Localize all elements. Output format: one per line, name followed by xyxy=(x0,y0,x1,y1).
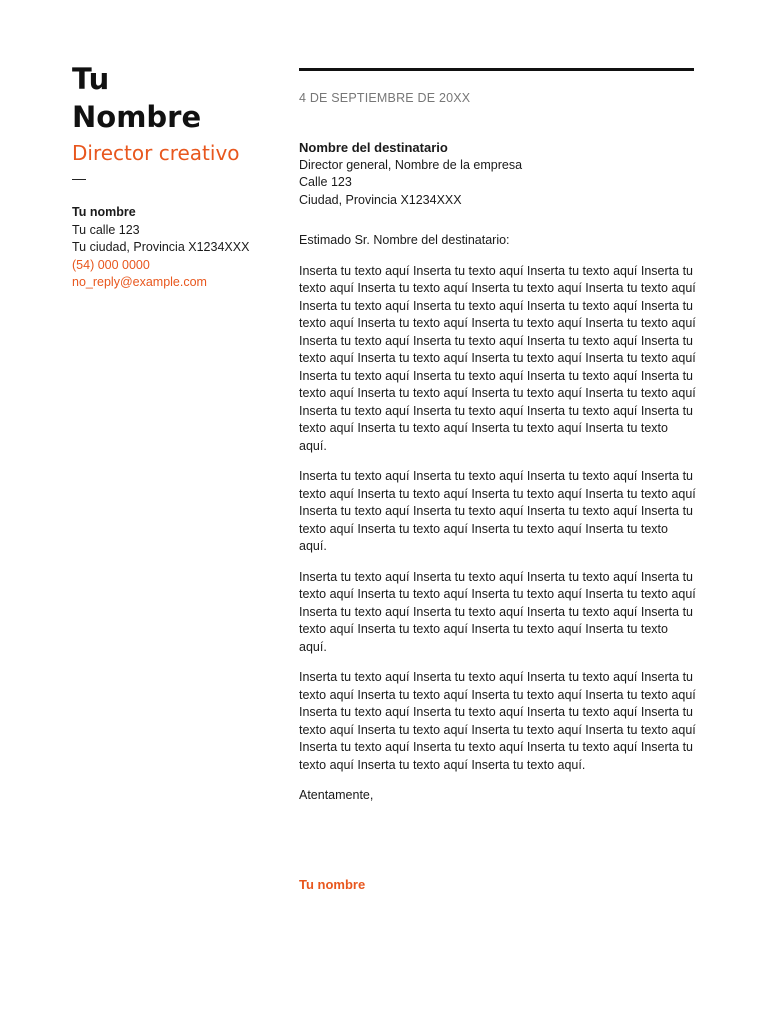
contact-phone[interactable]: (54) 000 0000 xyxy=(72,257,150,272)
recipient-city: Ciudad, Provincia X1234XXX xyxy=(299,192,462,207)
letter-paragraph-3: Inserta tu texto aquí Inserta tu texto aquí Inserta tu texto aquí Inserta tu texto aquí Inserta tu texto aquí Inserta tu texto aquí Inserta tu texto aquí Inserta tu texto aquí Inserta tu texto aquí Inserta tu texto aquí Inserta tu texto aquí Inserta tu texto aquí Inserta tu texto aquí Inserta tu texto aquí. xyxy=(299,569,696,654)
letter-closing: Atentamente, xyxy=(299,788,374,802)
contact-city: Tu ciudad, Provincia X1234XXX xyxy=(72,240,250,255)
sender-sidebar xyxy=(72,60,282,292)
recipient-street: Calle 123 xyxy=(299,175,352,189)
sender-separator: — xyxy=(72,170,86,186)
recipient-block xyxy=(299,139,697,209)
sender-name xyxy=(72,60,282,136)
contact-street: Tu calle 123 xyxy=(72,222,140,237)
sender-title: Director creativo xyxy=(72,141,240,165)
letter-body xyxy=(299,90,697,805)
letter-date: 4 DE SEPTIEMBRE DE 20XX xyxy=(299,91,471,105)
sender-contact xyxy=(72,204,282,292)
recipient-position: Director general, Nombre de la empresa xyxy=(299,157,523,172)
contact-email[interactable]: no_reply@example.com xyxy=(72,275,207,290)
letter-paragraph-1: Inserta tu texto aquí Inserta tu texto aquí Inserta tu texto aquí Inserta tu texto aquí Inserta tu texto aquí Inserta tu texto aquí Inserta tu texto aquí Inserta tu texto aquí Inserta tu texto aquí Inserta tu texto aquí Inserta tu texto aquí Inserta tu texto aquí Inserta tu texto aquí Inserta tu texto aquí Inserta tu texto aquí Inserta tu texto aquí Inserta tu texto aquí Inserta tu texto aquí Inserta tu texto aquí Inserta tu texto aquí Inserta tu texto aquí Inserta tu texto aquí Inserta tu texto aquí Inserta tu texto aquí Inserta tu texto aquí Inserta tu texto aquí Inserta tu texto aquí Inserta tu texto aquí Inserta tu texto aquí Inserta tu texto aquí Inserta tu texto aquí Inserta tu texto aquí Inserta tu texto aquí Inserta tu texto aquí Inserta tu texto aquí. xyxy=(299,263,696,453)
sender-name-line2: Nombre xyxy=(72,100,202,134)
letter-paragraph-2: Inserta tu texto aquí Inserta tu texto aquí Inserta tu texto aquí Inserta tu texto aquí Inserta tu texto aquí Inserta tu texto aquí Inserta tu texto aquí Inserta tu texto aquí Inserta tu texto aquí Inserta tu texto aquí Inserta tu texto aquí Inserta tu texto aquí Inserta tu texto aquí Inserta tu texto aquí. xyxy=(299,469,696,553)
letter-greeting: Estimado Sr. Nombre del destinatario: xyxy=(299,233,510,247)
letter-signature: Tu nombre xyxy=(299,877,366,892)
recipient-name: Nombre del destinatario xyxy=(299,140,448,155)
letter-paragraph-4: Inserta tu texto aquí Inserta tu texto aquí Inserta tu texto aquí Inserta tu texto aquí Inserta tu texto aquí Inserta tu texto aquí Inserta tu texto aquí Inserta tu texto aquí Inserta tu texto aquí Inserta tu texto aquí Inserta tu texto aquí Inserta tu texto aquí Inserta tu texto aquí Inserta tu texto aquí Inserta tu texto aquí Inserta tu texto aquí Inserta tu texto aquí Inserta tu texto aquí Inserta tu texto aquí Inserta tu texto aquí. xyxy=(299,670,696,772)
contact-name: Tu nombre xyxy=(72,205,136,219)
header-rule xyxy=(299,68,694,71)
sender-name-line1: Tu xyxy=(72,62,110,96)
